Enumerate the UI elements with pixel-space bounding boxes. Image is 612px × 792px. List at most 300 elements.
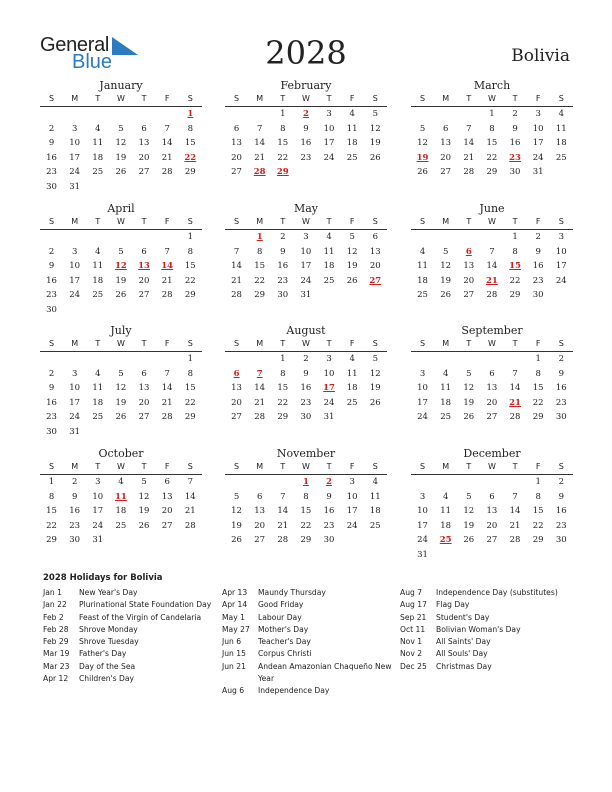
day: 31 [323,412,335,423]
day: 12 [138,491,150,502]
day: 26 [417,167,428,178]
day: 13 [254,506,266,517]
day: 21 [161,152,173,163]
holiday-row [400,636,580,648]
weekday-header [411,216,573,230]
day: 17 [69,397,81,408]
holiday-row [222,636,402,648]
empty-cell [480,230,503,245]
day: 20 [231,397,242,408]
day: 22 [486,152,498,163]
day: 7 [280,491,286,502]
weekday-label: S [558,339,564,348]
day: 10 [346,491,358,502]
weekday-header [40,216,202,230]
holiday-row [400,661,580,673]
weekday-label: S [234,217,240,226]
holidays-title: 2028 Holidays for Bolivia [43,573,163,583]
day-grid [40,352,202,440]
holiday-column [222,587,402,698]
holiday-name: Shrove Monday [79,624,138,634]
weekday-label: T [141,462,147,471]
weekday-label: S [420,217,426,226]
weekday-header [40,338,202,352]
day: 28 [184,520,196,531]
day: 9 [535,246,541,257]
day: 14 [277,506,289,517]
day: 29 [300,535,312,546]
holiday-name: Maundy Thursday [258,588,326,597]
day: 14 [486,261,498,272]
day: 1 [187,354,194,364]
day: 25 [346,152,358,163]
day: 23 [555,520,567,531]
empty-cell [133,107,156,122]
day: 14 [509,383,521,394]
day: 4 [558,109,565,119]
day: 25 [92,167,104,178]
weekday-label: S [49,94,55,103]
day: 26 [115,412,127,423]
holiday-name: All Saints' Day [436,637,491,647]
day: 20 [486,520,498,531]
weekday-label: S [372,217,378,226]
day: 27 [486,535,498,546]
holiday-name: Day of the Sea [79,661,136,671]
day: 6 [141,368,147,379]
day: 29 [486,167,498,178]
weekday-label: W [301,94,310,103]
holiday-day: 29 [276,167,289,178]
holiday-name: Teacher's Day [258,637,311,647]
month-name: September [461,324,523,337]
weekday-label: T [280,94,286,103]
weekday-header [40,461,202,475]
month-august [225,324,387,425]
day: 14 [254,138,266,149]
day: 16 [300,383,312,394]
empty-cell [434,107,457,122]
weekday-label: S [558,462,564,471]
day: 20 [369,261,381,272]
day: 2 [558,354,565,364]
holiday-day: 14 [161,261,174,272]
day: 24 [323,152,335,163]
day: 27 [161,520,173,531]
day: 11 [92,383,104,394]
weekday-header [411,93,573,107]
day: 11 [92,138,104,149]
holiday-row [43,673,223,685]
day: 23 [300,152,312,163]
day: 30 [277,290,289,301]
day: 7 [187,477,194,487]
empty-cell [411,230,434,245]
day: 1 [280,109,286,119]
day: 22 [277,397,289,408]
day: 4 [349,109,355,119]
weekday-label: W [487,94,496,103]
day: 19 [346,261,358,272]
day: 29 [254,290,266,301]
day-grid [40,230,202,318]
day: 29 [184,412,196,423]
country-name: Bolivia [511,46,570,66]
day: 6 [489,491,495,502]
day-grid [411,475,573,563]
month-december [411,447,573,563]
holiday-date: Mar 19 [43,649,70,659]
day: 7 [512,491,518,502]
day: 17 [417,520,428,531]
day: 17 [532,138,544,149]
weekday-label: T [326,339,332,348]
day: 1 [280,354,286,364]
holiday-row [43,612,223,624]
day: 21 [231,275,242,286]
day: 11 [369,491,381,502]
day: 8 [303,491,309,502]
weekday-label: S [234,94,240,103]
weekday-label: T [95,94,101,103]
day: 3 [349,477,355,487]
weekday-label: S [234,462,240,471]
day: 5 [141,477,147,487]
day: 13 [161,491,173,502]
day: 23 [46,167,57,178]
day: 16 [46,275,57,286]
empty-cell [40,352,63,367]
day: 19 [369,138,381,149]
empty-cell [63,230,86,245]
day: 19 [440,275,452,286]
day: 15 [277,383,289,394]
day: 9 [558,491,565,502]
weekday-label: W [116,94,125,103]
weekday-header [411,461,573,475]
day: 29 [184,167,196,178]
holiday-day: 15 [509,261,521,272]
day: 8 [256,246,263,257]
weekday-label: W [116,462,125,471]
holiday-day: 21 [509,397,521,408]
day: 16 [555,506,567,517]
holiday-date: Aug 17 [400,600,427,610]
holiday-column [43,587,223,685]
day: 24 [555,275,567,286]
day: 5 [233,491,240,502]
day: 30 [509,167,521,178]
day: 26 [138,520,150,531]
weekday-label: M [442,94,450,103]
day: 6 [372,232,379,242]
weekday-header [40,93,202,107]
day: 29 [46,535,57,546]
day: 16 [532,261,544,272]
day: 26 [369,152,381,163]
empty-cell [40,230,63,245]
empty-cell [133,230,156,245]
day: 14 [184,491,196,502]
day: 7 [164,246,170,257]
day: 18 [440,520,452,531]
weekday-label: W [487,217,496,226]
day: 18 [369,506,381,517]
weekday-label: M [71,94,79,103]
day: 12 [440,261,452,272]
empty-cell [225,475,248,490]
weekday-label: M [71,217,79,226]
weekday-label: S [49,462,55,471]
day: 30 [532,290,544,301]
holiday-day: 6 [233,368,240,379]
day: 21 [254,152,266,163]
empty-cell [411,475,434,490]
day: 31 [532,167,544,178]
day: 16 [277,261,289,272]
holiday-name: Labour Day [258,612,302,622]
holiday-name: Flag Day [436,600,470,610]
weekday-label: T [141,339,147,348]
day: 13 [369,246,381,257]
day: 23 [323,520,335,531]
holiday-date: Jun 15 [222,649,246,659]
day: 28 [509,412,521,423]
month-may [225,202,387,303]
day: 13 [463,261,475,272]
day: 11 [346,368,358,379]
weekday-label: M [442,462,450,471]
weekday-label: F [535,94,541,103]
holiday-name: Mother's Day [258,624,309,634]
day: 2 [71,477,78,487]
day: 12 [231,506,242,517]
day: 7 [233,246,240,257]
weekday-header [225,216,387,230]
weekday-label: S [234,339,240,348]
day: 20 [231,152,242,163]
day: 16 [323,506,335,517]
month-name: March [473,79,511,92]
weekday-label: F [164,462,170,471]
holiday-row [43,648,223,660]
day: 6 [141,123,147,134]
empty-cell [86,230,109,245]
day: 2 [48,123,55,134]
day: 27 [138,412,150,423]
day: 5 [118,246,124,257]
day: 8 [187,246,194,257]
weekday-label: S [187,217,193,226]
weekday-label: W [487,462,496,471]
day: 20 [138,397,150,408]
weekday-label: T [280,339,286,348]
day: 25 [323,275,335,286]
weekday-label: F [164,94,170,103]
holiday-name: All Souls' Day [436,649,488,659]
day: 26 [115,290,127,301]
holiday-row [43,587,223,599]
day: 24 [300,275,312,286]
day: 4 [349,354,355,364]
holiday-day: 25 [439,535,452,546]
day: 19 [115,397,127,408]
empty-cell [40,107,63,122]
weekday-label: S [187,462,193,471]
holiday-date: Nov 1 [400,637,423,647]
day: 16 [69,506,81,517]
weekday-label: F [349,462,355,471]
day: 7 [164,368,170,379]
holiday-name: Children's Day [79,674,135,684]
month-name: April [107,202,135,215]
day: 5 [372,354,379,364]
day: 30 [46,304,57,315]
holiday-name: Plurinational State Foundation Day [79,600,212,610]
day: 27 [463,290,475,301]
holiday-name: Corpus Christi [258,649,312,659]
day-grid [411,352,573,425]
day: 8 [280,368,286,379]
day: 15 [184,261,196,272]
day: 27 [254,535,266,546]
day: 18 [92,275,104,286]
empty-cell [225,107,248,122]
month-name: June [479,202,505,215]
day: 1 [535,354,541,364]
day: 24 [417,412,428,423]
holiday-date: Jan 22 [43,600,67,610]
holiday-date: Feb 2 [43,612,64,622]
day: 28 [161,290,173,301]
day: 6 [489,368,495,379]
day: 11 [346,123,358,134]
day: 29 [532,412,544,423]
day: 25 [369,520,381,531]
holiday-row [222,661,402,686]
day: 25 [417,290,428,301]
month-june [411,202,573,303]
day: 20 [486,397,498,408]
day: 14 [463,138,475,149]
day: 18 [92,397,104,408]
day: 15 [486,138,498,149]
day-grid [411,230,573,303]
day: 25 [92,290,104,301]
day: 5 [118,123,124,134]
holiday-row [400,612,580,624]
weekday-label: W [301,339,310,348]
holiday-date: Aug 7 [400,588,423,597]
day: 1 [512,232,518,242]
empty-cell [434,230,457,245]
weekday-label: F [349,217,355,226]
month-january [40,79,202,195]
day: 23 [69,520,81,531]
empty-cell [457,475,480,490]
day: 11 [417,261,428,272]
day: 4 [326,232,332,242]
month-name: February [280,79,332,92]
month-name: November [276,447,336,460]
day: 15 [300,506,312,517]
weekday-header [225,338,387,352]
holiday-row [400,587,580,599]
empty-cell [271,475,294,490]
weekday-label: F [164,217,170,226]
empty-cell [504,352,527,367]
day: 24 [92,520,104,531]
brand-name-general: General [40,34,110,56]
day: 11 [323,246,335,257]
day-grid [225,475,387,548]
holiday-name: Father's Day [79,649,127,659]
holiday-row [400,648,580,660]
weekday-label: M [256,217,264,226]
weekday-label: W [116,339,125,348]
empty-cell [457,352,480,367]
month-march [411,79,573,180]
weekday-label: S [187,94,193,103]
empty-cell [156,230,179,245]
weekday-label: T [326,217,332,226]
weekday-label: T [95,217,101,226]
month-february [225,79,387,180]
empty-cell [156,107,179,122]
day: 25 [440,412,452,423]
day: 18 [92,152,104,163]
empty-cell [86,352,109,367]
day: 26 [231,535,242,546]
day: 27 [440,167,452,178]
day: 21 [184,506,196,517]
day: 22 [300,520,312,531]
day: 3 [326,354,332,364]
month-november [225,447,387,548]
day: 23 [300,397,312,408]
day: 18 [417,275,428,286]
day: 21 [161,275,173,286]
month-july [40,324,202,440]
day: 6 [233,123,240,134]
day: 18 [346,383,358,394]
day: 23 [277,275,289,286]
empty-cell [63,107,86,122]
holiday-day: 22 [184,152,197,163]
weekday-label: M [71,462,79,471]
day: 3 [419,491,426,502]
day: 26 [369,397,381,408]
day: 9 [48,138,55,149]
day: 2 [280,232,286,242]
empty-cell [109,107,132,122]
day: 21 [161,397,173,408]
holiday-day: 21 [486,275,498,286]
weekday-label: F [164,339,170,348]
day: 2 [303,354,309,364]
day: 13 [138,138,150,149]
day: 6 [442,123,449,134]
day: 30 [69,535,81,546]
holiday-date: May 27 [222,624,250,634]
day: 8 [512,246,518,257]
day: 3 [303,232,309,242]
day: 15 [277,138,289,149]
weekday-label: S [372,462,378,471]
holiday-date: Apr 12 [43,674,69,684]
day: 6 [164,477,170,487]
holiday-row [43,599,223,611]
